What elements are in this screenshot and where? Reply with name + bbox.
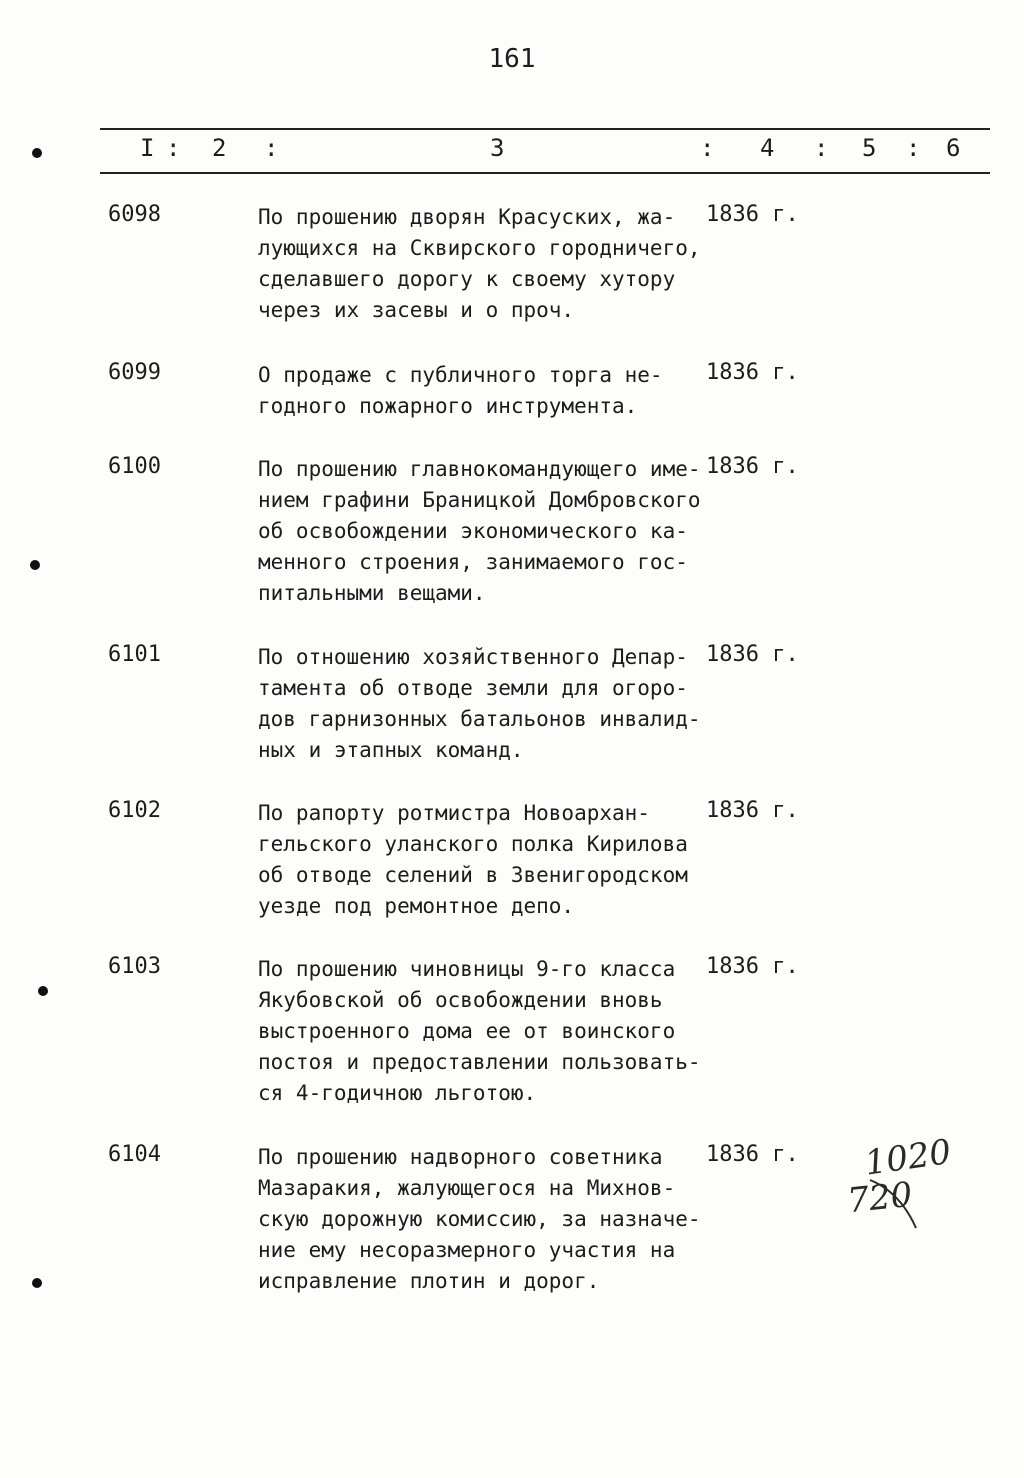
entry-line: постоя и предоставлении пользовать- <box>258 1050 701 1074</box>
page-number: 161 <box>488 44 536 74</box>
entry-line: ных и этапных команд. <box>258 738 524 762</box>
handwritten-annotation <box>830 1128 970 1238</box>
entry-year: 1836 г. <box>706 202 799 227</box>
entry-line: годного пожарного инструмента. <box>258 394 638 418</box>
entry-id: 6102 <box>108 798 161 823</box>
entry-line: По прошению дворян Красуских, жа- <box>258 205 676 229</box>
col-head-2: 2 <box>212 134 227 162</box>
entry-line: О продаже с публичного торга не- <box>258 363 663 387</box>
entry-line: исправление плотин и дорог. <box>258 1269 600 1293</box>
entry-year: 1836 г. <box>706 642 799 667</box>
entry-id: 6099 <box>108 360 161 385</box>
entry-line: скую дорожную комиссию, за назначе- <box>258 1207 701 1231</box>
entry-id: 6100 <box>108 454 161 479</box>
entry-line: уезде под ремонтное депо. <box>258 894 575 918</box>
entry-line: менного строения, занимаемого гос- <box>258 550 688 574</box>
col-head-5: : <box>700 134 715 162</box>
col-head-3: : <box>264 134 279 162</box>
entry-text <box>258 642 718 766</box>
entry-text <box>258 1142 718 1297</box>
entry-year: 1836 г. <box>706 360 799 385</box>
entry-line: гельского уланского полка Кирилова <box>258 832 688 856</box>
col-head-9: : <box>906 134 921 162</box>
entry-id: 6103 <box>108 954 161 979</box>
entry-text <box>258 454 718 609</box>
entry-line: По прошению главнокомандующего име- <box>258 457 701 481</box>
entry-id: 6101 <box>108 642 161 667</box>
punch-hole-mark <box>38 986 48 996</box>
entry-line: выстроенного дома ее от воинского <box>258 1019 676 1043</box>
col-head-4: 3 <box>490 134 505 162</box>
header-rule-bottom <box>100 172 990 174</box>
col-head-6: 4 <box>760 134 775 162</box>
entry-text <box>258 202 718 326</box>
entry-line: об отводе селений в Звенигородском <box>258 863 688 887</box>
entry-year: 1836 г. <box>706 454 799 479</box>
entry-line: По прошению надворного советника <box>258 1145 663 1169</box>
entry-line: По прошению чиновницы 9-го класса <box>258 957 676 981</box>
entry-line: По рапорту ротмистра Новоархан- <box>258 801 650 825</box>
punch-hole-mark <box>32 1278 42 1288</box>
entry-id: 6098 <box>108 202 161 227</box>
handwritten-number-top: 1020 <box>862 1131 954 1184</box>
entry-line: об освобождении экономического ка- <box>258 519 688 543</box>
col-head-8: 5 <box>862 134 877 162</box>
entry-year: 1836 г. <box>706 798 799 823</box>
entry-line: тамента об отводе земли для огоро- <box>258 676 688 700</box>
entry-line: Якубовской об освобождении вновь <box>258 988 663 1012</box>
entry-line: сделавшего дорогу к своему хутору <box>258 267 676 291</box>
punch-hole-mark <box>30 560 40 570</box>
entry-year: 1836 г. <box>706 954 799 979</box>
col-head-7: : <box>814 134 829 162</box>
entry-year: 1836 г. <box>706 1142 799 1167</box>
handwritten-number-bottom: 720 <box>845 1174 915 1222</box>
entry-line: нием графини Браницкой Домбровского <box>258 488 701 512</box>
entry-line: лующихся на Сквирского городничего, <box>258 236 701 260</box>
entry-text <box>258 954 718 1109</box>
col-head-1: : <box>166 134 181 162</box>
entry-line: дов гарнизонных батальонов инвалид- <box>258 707 701 731</box>
entry-id: 6104 <box>108 1142 161 1167</box>
entry-line: ся 4-годичною льготою. <box>258 1081 537 1105</box>
col-head-0: I <box>140 134 155 162</box>
entry-line: Мазаракия, жалующегося на Михнов- <box>258 1176 676 1200</box>
punch-hole-mark <box>32 148 42 158</box>
entry-text <box>258 360 718 422</box>
entry-line: питальными вещами. <box>258 581 486 605</box>
entry-text <box>258 798 718 922</box>
header-rule-top <box>100 128 990 130</box>
entry-line: через их засевы и о проч. <box>258 298 575 322</box>
col-head-10: 6 <box>946 134 961 162</box>
entry-line: ние ему несоразмерного участия на <box>258 1238 676 1262</box>
entry-line: По отношению хозяйственного Депар- <box>258 645 688 669</box>
